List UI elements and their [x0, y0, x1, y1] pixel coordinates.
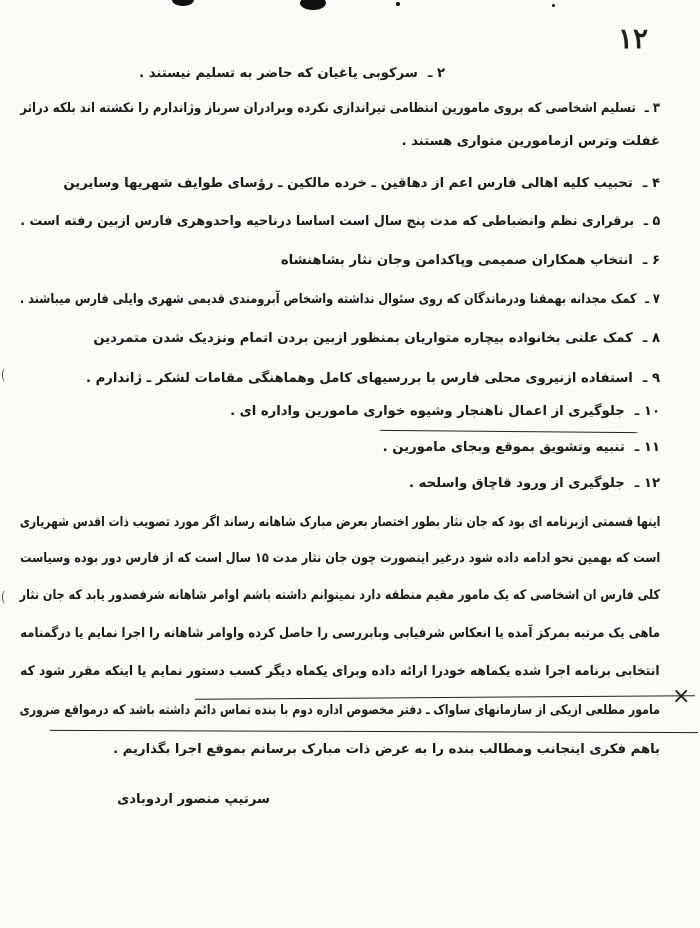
list-item [86, 369, 660, 389]
item-number: ۱۰ ـ [634, 404, 660, 419]
item-number: ۱۲ ـ [634, 476, 660, 491]
item-text: جلوگیری از اعمال ناهنجار وشیوه خواری مامورین واداره ای . [230, 404, 625, 419]
item-text: برقراری نظم وانضباطی که مدت پنج سال است اساسا درناحیه واحدوهری فارس ازبین رفته است . [20, 214, 634, 229]
ink-blot [396, 2, 400, 6]
item-text: کمک علنی بخانواده بیچاره متواریان بمنظور ازبین بردن اتمام ونزدیک شدن متمردین [93, 331, 633, 346]
list-item-continuation [402, 132, 660, 152]
ink-blot [552, 4, 555, 7]
ink-blot [172, 0, 194, 6]
list-item [409, 474, 660, 494]
item-text: انتخاب همکاران صمیمی وپاکدامن وجان نثار بشاهنشاه [280, 253, 633, 268]
item-text: جلوگیری از ورود قاچاق واسلحه . [409, 476, 625, 491]
paragraph-line: کلی فارس ان اشخاصی که یک مامور مقیم منطقه دارد نمیتوانم داشته باشم اوامر شاهانه شرفصدور یابد که جان نثار [19, 588, 660, 603]
list-item [139, 64, 445, 84]
item-number: ۳ ـ [644, 101, 660, 116]
item-number: ۴ ـ [642, 176, 660, 191]
item-number: ۲ ـ [427, 66, 445, 81]
item-text: تسلیم اشخاصی که بروی مامورین انتظامی تیراندازی نکرده وبرادران سرباز وژاندارم را نکشته اند بلکه دراثر [20, 101, 636, 116]
item-text: کمک مجدانه بهمقنا ودرماندگان که روی سئوال نداشته واشخاص آبرومندی قدیمی شهری وایلی فارس میباشند . [20, 292, 637, 307]
paragraph-line: مامور مطلعی ازیکی از سازمانهای ساواک ـ دفتر مخصوص اداره دوم با بنده تماس دائم داشته باشد که درمواقع ضروری [19, 703, 660, 718]
item-text: تنبیه وتشویق بموقع وبجای مامورین . [382, 440, 625, 455]
item-text: استفاده ازنیروی محلی فارس با بررسیهای کامل وهماهنگی مقامات لشکر ـ ژاندارم . [85, 371, 633, 386]
item-text: سرکوبی یاغیان که حاضر به تسلیم نیستند . [139, 66, 418, 81]
paragraph-line: انتخابی برنامه اجرا شده یکماهه خودرا ارائه داده وبرای یکماه دیگر کسب دستور نمایم یا اینکه مقرر شود که [20, 664, 660, 679]
list-item [63, 174, 660, 194]
item-number: ۶ ـ [642, 253, 660, 268]
list-item [230, 402, 660, 422]
paragraph-line: است که بهمین نحو ادامه داده شود درغیر اینصورت چون جان نثار مدت ۱۵ سال است که از فارس دور بوده وسیاست [19, 551, 660, 566]
item-text: غفلت وترس ازمامورین متواری هستند . [401, 134, 660, 149]
list-item [20, 99, 660, 119]
signature-line: سرتیپ منصور اردوبادی [117, 792, 270, 807]
item-text: تحبیب کلیه اهالی فارس اعم از دهاقین ـ خرده مالکین ـ رؤسای طوایف شهریها وسایرین [63, 176, 633, 191]
list-item [281, 251, 660, 271]
list-item [20, 212, 660, 232]
list-item [20, 290, 660, 310]
handwritten-underline [380, 430, 638, 433]
edge-punch-mark [2, 590, 9, 604]
item-number: ۵ ـ [643, 214, 660, 229]
page-number: ۱۲ [618, 22, 649, 55]
paragraph-line: اینها قسمتی ازبرنامه ای بود که جان نثار بطور اختصار بعرض مبارک شاهانه رساند اگر مورد تصویب ذات اقدس شهریاری [19, 515, 660, 530]
item-number: ۷ ـ [645, 292, 660, 307]
edge-punch-mark [2, 368, 9, 382]
item-number: ۹ ـ [642, 371, 660, 386]
margin-cross-mark: × [672, 684, 691, 709]
paragraph-line: ماهی یک مرتبه بمرکز آمده یا انعکاس شرفیابی وبابررسی را حاصل کرده واوامر شاهانه را اجرا نمایم یا درگمنامه [20, 626, 660, 641]
handwritten-underline [50, 730, 698, 733]
handwritten-underline [195, 695, 695, 699]
paragraph-line: باهم فکری اینجانب ومطالب بنده را به عرض ذات مبارک برسانم بموقع اجرا بگذاریم . [113, 742, 660, 757]
item-number: ۸ ـ [642, 331, 660, 346]
ink-blot [300, 0, 326, 10]
list-item [93, 329, 660, 349]
list-item [383, 438, 660, 458]
item-number: ۱۱ ـ [634, 440, 660, 455]
